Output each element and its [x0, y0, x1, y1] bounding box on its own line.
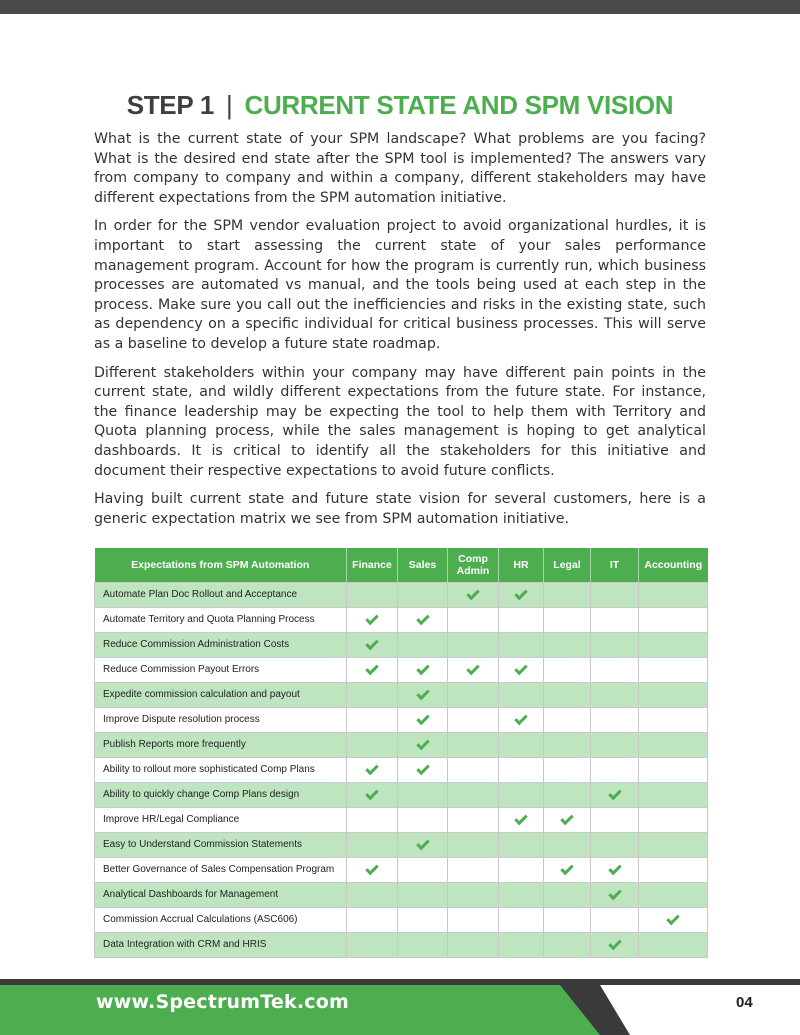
table-row	[95, 732, 708, 757]
matrix-cell	[591, 682, 639, 707]
matrix-cell	[544, 832, 591, 857]
matrix-cell	[398, 582, 448, 607]
matrix-cell	[448, 582, 499, 607]
row-label: Expedite commission calculation and payout	[95, 682, 347, 707]
matrix-cell	[398, 807, 448, 832]
matrix-header-accounting: Accounting	[639, 548, 708, 582]
matrix-cell	[499, 807, 544, 832]
matrix-cell	[591, 907, 639, 932]
matrix-cell	[499, 882, 544, 907]
page-heading	[0, 90, 800, 121]
matrix-cell	[347, 582, 398, 607]
paragraph-4: Having built current state and future state vision for several customers, here is a generic expectation matrix we see from SPM automation initiative.	[94, 491, 706, 527]
matrix-cell	[347, 782, 398, 807]
matrix-cell	[544, 682, 591, 707]
paragraph-2: In order for the SPM vendor evaluation project to avoid organizational hurdles, it is important to start assessing the current state of your sales performance management program. Account for how the program is currently run, which business processes are automated vs manual, and the tools being used at each step in the process. Make sure you call out the inefficiencies and risks in the existing state, such as dependency on a specific individual for critical business processes. This will serve as a baseline to develop a future state roadmap.	[94, 218, 706, 352]
table-row	[95, 757, 708, 782]
matrix-cell	[347, 632, 398, 657]
table-row	[95, 807, 708, 832]
matrix-cell	[639, 882, 708, 907]
matrix-header-row	[95, 548, 708, 582]
matrix-cell	[398, 657, 448, 682]
row-label: Automate Territory and Quota Planning Process	[95, 607, 347, 632]
matrix-cell	[544, 932, 591, 957]
paragraph-1: What is the current state of your SPM landscape? What problems are you facing? What is the desired end state after the SPM tool is implemented? The answers vary from company to company and within a company, different stakeholders may have different expectations from the SPM automation initiative.	[94, 131, 706, 206]
paragraph-3: Different stakeholders within your company may have different pain points in the current state, and wildly different expectations from the future state. For instance, the finance leadership may be expecting the tool to help them with Territory and Quota planning process, while the sales management is hoping to get analytical dashboards. It is critical to identify all the stakeholders for this initiative and document their respective expectations to avoid future conflicts.	[94, 364, 706, 479]
matrix-cell	[448, 782, 499, 807]
checkmark-icon	[608, 887, 621, 900]
matrix-cell	[499, 582, 544, 607]
matrix-cell	[448, 657, 499, 682]
matrix-cell	[448, 907, 499, 932]
matrix-cell	[639, 582, 708, 607]
matrix-cell	[499, 832, 544, 857]
matrix-header-expectations: Expectations from SPM Automation	[95, 548, 347, 582]
matrix-header-comp-admin: Comp Admin	[448, 548, 499, 582]
matrix-cell	[448, 607, 499, 632]
checkmark-icon	[560, 862, 573, 875]
checkmark-icon	[514, 587, 527, 600]
matrix-cell	[591, 832, 639, 857]
footer-white-corner	[600, 985, 800, 1035]
matrix-cell	[544, 707, 591, 732]
row-label: Commission Accrual Calculations (ASC606)	[95, 907, 347, 932]
matrix-cell	[347, 882, 398, 907]
row-label: Easy to Understand Commission Statements	[95, 832, 347, 857]
table-row	[95, 857, 708, 882]
matrix-cell	[591, 632, 639, 657]
matrix-cell	[499, 782, 544, 807]
matrix-cell	[398, 607, 448, 632]
matrix-cell	[544, 732, 591, 757]
matrix-cell	[639, 807, 708, 832]
matrix-cell	[398, 757, 448, 782]
matrix-cell	[591, 607, 639, 632]
matrix-cell	[544, 582, 591, 607]
checkmark-icon	[466, 587, 479, 600]
matrix-cell	[347, 682, 398, 707]
matrix-cell	[398, 857, 448, 882]
matrix-cell	[499, 607, 544, 632]
matrix-cell	[591, 757, 639, 782]
matrix-cell	[499, 932, 544, 957]
matrix-cell	[544, 782, 591, 807]
matrix-cell	[499, 757, 544, 782]
checkmark-icon	[560, 812, 573, 825]
table-row	[95, 682, 708, 707]
matrix-cell	[544, 907, 591, 932]
row-label: Publish Reports more frequently	[95, 732, 347, 757]
checkmark-icon	[416, 737, 429, 750]
matrix-cell	[499, 682, 544, 707]
matrix-cell	[544, 807, 591, 832]
matrix-header-finance: Finance	[347, 548, 398, 582]
table-row	[95, 582, 708, 607]
row-label: Automate Plan Doc Rollout and Acceptance	[95, 582, 347, 607]
matrix-cell	[448, 682, 499, 707]
matrix-cell	[398, 732, 448, 757]
row-label: Data Integration with CRM and HRIS	[95, 932, 347, 957]
matrix-cell	[347, 832, 398, 857]
matrix-cell	[544, 632, 591, 657]
checkmark-icon	[608, 862, 621, 875]
checkmark-icon	[365, 862, 378, 875]
matrix-cell	[499, 732, 544, 757]
row-label: Improve Dispute resolution process	[95, 707, 347, 732]
matrix-cell	[448, 732, 499, 757]
checkmark-icon	[514, 812, 527, 825]
table-row	[95, 632, 708, 657]
matrix-cell	[639, 632, 708, 657]
checkmark-icon	[514, 662, 527, 675]
table-row	[95, 657, 708, 682]
checkmark-icon	[416, 712, 429, 725]
top-bar	[0, 0, 800, 14]
matrix-cell	[398, 707, 448, 732]
matrix-cell	[639, 907, 708, 932]
checkmark-icon	[416, 687, 429, 700]
matrix-cell	[347, 707, 398, 732]
table-row	[95, 882, 708, 907]
matrix-cell	[448, 757, 499, 782]
matrix-header-hr: HR	[499, 548, 544, 582]
matrix-cell	[448, 707, 499, 732]
row-label: Ability to quickly change Comp Plans design	[95, 782, 347, 807]
checkmark-icon	[365, 637, 378, 650]
matrix-cell	[544, 657, 591, 682]
checkmark-icon	[416, 612, 429, 625]
matrix-cell	[499, 632, 544, 657]
matrix-cell	[591, 857, 639, 882]
matrix-cell	[398, 632, 448, 657]
matrix-cell	[347, 907, 398, 932]
matrix-cell	[639, 857, 708, 882]
matrix-cell	[639, 832, 708, 857]
matrix-cell	[544, 882, 591, 907]
checkmark-icon	[514, 712, 527, 725]
matrix-cell	[398, 832, 448, 857]
matrix-cell	[347, 807, 398, 832]
matrix-cell	[347, 857, 398, 882]
matrix-cell	[591, 707, 639, 732]
checkmark-icon	[365, 662, 378, 675]
checkmark-icon	[365, 612, 378, 625]
heading-separator: |	[226, 90, 233, 120]
matrix-cell	[398, 907, 448, 932]
heading-title: CURRENT STATE AND SPM VISION	[244, 90, 674, 120]
matrix-cell	[591, 782, 639, 807]
footer-url: www.SpectrumTek.com	[96, 991, 349, 1013]
matrix-cell	[347, 607, 398, 632]
table-row	[95, 932, 708, 957]
matrix-header-it: IT	[591, 548, 639, 582]
matrix-cell	[544, 607, 591, 632]
table-row	[95, 707, 708, 732]
matrix-cell	[398, 932, 448, 957]
checkmark-icon	[365, 762, 378, 775]
matrix-header-legal: Legal	[544, 548, 591, 582]
checkmark-icon	[416, 662, 429, 675]
row-label: Reduce Commission Administration Costs	[95, 632, 347, 657]
checkmark-icon	[608, 937, 621, 950]
matrix-cell	[448, 832, 499, 857]
matrix-cell	[347, 657, 398, 682]
matrix-cell	[448, 807, 499, 832]
matrix-cell	[347, 732, 398, 757]
table-row	[95, 832, 708, 857]
matrix-cell	[544, 857, 591, 882]
matrix-cell	[639, 682, 708, 707]
matrix-cell	[591, 732, 639, 757]
checkmark-icon	[416, 837, 429, 850]
matrix-cell	[591, 932, 639, 957]
matrix-cell	[448, 932, 499, 957]
matrix-cell	[398, 782, 448, 807]
matrix-cell	[544, 757, 591, 782]
matrix-cell	[398, 882, 448, 907]
matrix-cell	[347, 757, 398, 782]
row-label: Improve HR/Legal Compliance	[95, 807, 347, 832]
checkmark-icon	[416, 762, 429, 775]
table-row	[95, 782, 708, 807]
matrix-header-sales: Sales	[398, 548, 448, 582]
checkmark-icon	[466, 662, 479, 675]
expectation-matrix	[94, 548, 708, 958]
matrix-cell	[448, 857, 499, 882]
matrix-body	[95, 582, 708, 957]
matrix-cell	[448, 632, 499, 657]
row-label: Better Governance of Sales Compensation Program	[95, 857, 347, 882]
matrix-cell	[639, 607, 708, 632]
matrix-cell	[591, 882, 639, 907]
table-row	[95, 607, 708, 632]
matrix-cell	[591, 807, 639, 832]
matrix-cell	[591, 657, 639, 682]
page-number: 04	[736, 994, 753, 1011]
matrix-cell	[639, 782, 708, 807]
matrix-cell	[639, 932, 708, 957]
matrix-cell	[347, 932, 398, 957]
table-row	[95, 907, 708, 932]
checkmark-icon	[365, 787, 378, 800]
matrix-cell	[499, 657, 544, 682]
matrix-cell	[639, 732, 708, 757]
matrix-cell	[639, 657, 708, 682]
heading-step: STEP 1	[126, 90, 215, 120]
matrix-cell	[639, 707, 708, 732]
checkmark-icon	[666, 912, 679, 925]
checkmark-icon	[608, 787, 621, 800]
matrix-cell	[448, 882, 499, 907]
matrix-cell	[499, 907, 544, 932]
row-label: Reduce Commission Payout Errors	[95, 657, 347, 682]
matrix-cell	[591, 582, 639, 607]
row-label: Analytical Dashboards for Management	[95, 882, 347, 907]
body-text	[94, 130, 706, 538]
matrix-cell	[499, 707, 544, 732]
matrix-cell	[639, 757, 708, 782]
matrix-cell	[398, 682, 448, 707]
row-label: Ability to rollout more sophisticated Comp Plans	[95, 757, 347, 782]
matrix-cell	[499, 857, 544, 882]
